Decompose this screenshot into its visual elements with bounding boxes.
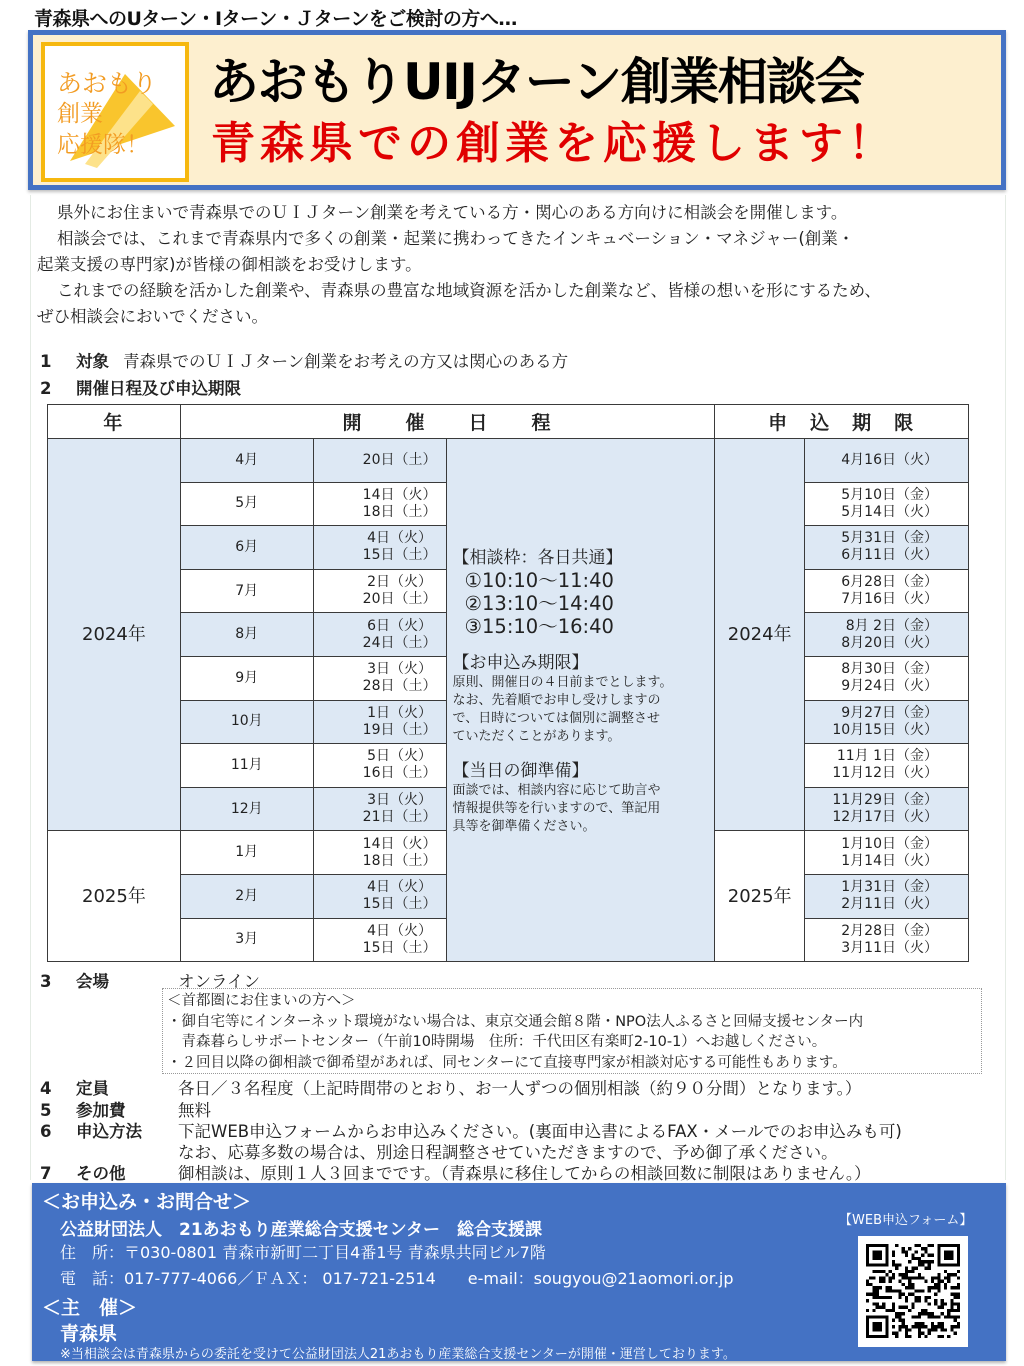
deadline-date: 11月 1日（金） <box>836 748 938 765</box>
deadline-date: 12月17日（火） <box>832 809 938 826</box>
deadline-date: 1月31日（金） <box>841 879 938 896</box>
deadline-cell <box>805 482 969 526</box>
item-number: 3 <box>40 972 52 991</box>
item-label: 開催日程及び申込期限 <box>76 379 241 398</box>
event-day: 3日（火） <box>367 792 433 809</box>
deadline-date: 1月14日（火） <box>841 852 938 869</box>
deadline-cell <box>805 569 969 613</box>
contact-org: 公益財団法人 21あおもり産業総合支援センター 総合支援課 <box>60 1220 542 1240</box>
time-slot: ①10:10～11:40 <box>464 569 614 592</box>
item-label: 対象 <box>76 352 109 371</box>
event-day: 4日（火） <box>367 530 433 547</box>
title-banner <box>28 30 1006 190</box>
page-title: あおもりUIJターン創業相談会 <box>209 53 864 111</box>
month-cell: 12月 <box>180 787 313 831</box>
time-slot: ②13:10～14:40 <box>464 592 614 615</box>
logo-line: 応援隊！ <box>57 132 149 158</box>
deadline-note-line: で、日時については個別に調整させ <box>452 711 661 726</box>
contact-phone: 電 話：017-777-4066／ＦＡＸ： 017-721-2514 e-mail：sougyou@21aomori.or.jp <box>60 1269 734 1288</box>
event-days-cell <box>313 613 446 657</box>
event-day: 4日（火） <box>367 879 433 896</box>
deadline-date: 9月24日（火） <box>841 678 938 695</box>
preparation-note-line: 情報提供等を行いますので、筆記用 <box>452 801 661 816</box>
item-label: 会場 <box>76 972 109 991</box>
table-header-row <box>48 405 969 439</box>
table-row <box>48 439 969 483</box>
web-form-qr-code[interactable] <box>858 1236 968 1347</box>
deadline-date: 6月28日（金） <box>841 574 938 591</box>
event-day: 19日（土） <box>362 721 437 738</box>
event-day: 3日（火） <box>367 661 433 678</box>
item-label: 参加費 <box>76 1101 126 1120</box>
year-cell: 2024年 <box>48 439 181 831</box>
month-cell: 7月 <box>180 569 313 613</box>
deadline-date: 9月27日（金） <box>841 704 938 721</box>
preparation-note-line: 具等を御準備ください。 <box>452 819 596 834</box>
event-day: 15日（土） <box>362 896 437 913</box>
deadline-date: 5月10日（金） <box>841 486 938 503</box>
deadline-date: 2月28日（金） <box>841 922 938 939</box>
deadline-date: 4月16日（火） <box>841 451 938 468</box>
venue-note-line: ・２回目以降の御相談で御希望があれば、同センターにて直接専門家が相談対応する可能性もあります。 <box>167 1054 847 1071</box>
deadline-year-cell: 2024年 <box>715 439 805 831</box>
deadline-cell <box>805 613 969 657</box>
item-value: 御相談は、原則１人３回までです。（青森県に移住してからの相談回数に制限はありません。） <box>178 1164 871 1183</box>
item-label: 定員 <box>76 1079 109 1098</box>
cheer-team-logo <box>41 42 189 182</box>
month-cell: 6月 <box>180 526 313 570</box>
item-value: 下記WEB申込フォームからお申込みください。(裏面申込書によるFAX・メールでのお申込みも可) <box>178 1122 902 1141</box>
item-target <box>40 348 568 372</box>
month-cell: 11月 <box>180 744 313 788</box>
deadline-date: 7月16日（火） <box>841 591 938 608</box>
item-label: 申込方法 <box>76 1122 142 1141</box>
event-day: 15日（土） <box>362 939 437 956</box>
event-days-cell <box>313 744 446 788</box>
year-cell: 2025年 <box>48 831 181 962</box>
event-day: 15日（土） <box>362 547 437 564</box>
deadline-cell <box>805 874 969 918</box>
deadline-cell <box>805 831 969 875</box>
item-schedule <box>40 375 241 399</box>
deadline-date: 10月15日（火） <box>832 721 938 738</box>
deadline-note-line: なお、先着順でお申し受けしますの <box>452 693 661 708</box>
deadline-date: 11月29日（金） <box>832 792 938 809</box>
month-cell: 4月 <box>180 439 313 483</box>
deadline-date: 8月20日（火） <box>841 634 938 651</box>
deadline-cell <box>805 439 969 483</box>
item-value: 各日／３名程度（上記時間帯のとおり、お一人ずつの個別相談（約９０分間）となります。） <box>178 1079 862 1098</box>
event-day: 21日（土） <box>362 809 437 826</box>
preparation-note-line: 面談では、相談内容に応じて助言や <box>452 783 661 798</box>
intro-line: 起業支援の専門家)が皆様の御相談をお受けします。 <box>37 255 422 274</box>
contact-footer <box>32 1183 1006 1361</box>
month-cell: 9月 <box>180 656 313 700</box>
host-name: 青森県 <box>60 1323 118 1345</box>
item-number: 1 <box>40 352 52 371</box>
deadline-date: 11月12日（火） <box>832 765 938 782</box>
deadline-cell <box>805 656 969 700</box>
intro-text <box>37 200 1007 330</box>
event-days-cell <box>313 482 446 526</box>
deadline-heading: 【お申込み期限】 <box>452 653 589 673</box>
header-schedule: 開 催 日 程 <box>180 405 714 439</box>
event-day: 4日（火） <box>367 922 433 939</box>
venue-note-line: ・御自宅等にインターネット環境がない場合は、東京交通会館８階・NPO法人ふるさと回帰支援センター内 <box>167 1013 864 1030</box>
event-days-cell <box>313 656 446 700</box>
deadline-cell <box>805 918 969 962</box>
slots-heading: 【相談枠：各日共通】 <box>452 548 623 568</box>
item-number: 7 <box>40 1164 52 1183</box>
deadline-date: 5月31日（金） <box>841 530 938 547</box>
month-cell: 2月 <box>180 874 313 918</box>
consultation-notes <box>446 439 715 962</box>
qr-label: 【WEB申込フォーム】 <box>839 1213 973 1228</box>
intro-line: ぜひ相談会においでください。 <box>37 307 268 326</box>
schedule-table <box>47 404 969 962</box>
intro-line: 相談会では、これまで青森県内で多くの創業・起業に携わってきたインキュベーション・マネジャー(創業・ <box>57 229 855 248</box>
deadline-cell <box>805 787 969 831</box>
event-day: 1日（火） <box>367 704 433 721</box>
month-cell: 10月 <box>180 700 313 744</box>
item-value: 無料 <box>178 1101 211 1120</box>
event-day: 20日（土） <box>362 591 437 608</box>
event-day: 20日（土） <box>362 451 437 468</box>
item-value: なお、応募多数の場合は、別途日程調整させていただきますので、予め御了承ください。 <box>178 1143 838 1162</box>
deadline-cell <box>805 744 969 788</box>
preparation-heading: 【当日の御準備】 <box>452 761 589 781</box>
deadline-note-line: 原則、開催日の４日前までとします。 <box>452 675 673 690</box>
event-day: 18日（土） <box>362 852 437 869</box>
deadline-year-cell: 2025年 <box>715 831 805 962</box>
deadline-date: 1月10日（金） <box>841 835 938 852</box>
event-days-cell <box>313 700 446 744</box>
month-cell: 5月 <box>180 482 313 526</box>
item-value: 青森県でのＵＩＪターン創業をお考えの方又は関心のある方 <box>123 352 569 371</box>
deadline-date: 2月11日（火） <box>841 896 938 913</box>
host-heading: ＜主 催＞ <box>42 1297 138 1319</box>
venue-note-line: ＜首都圏にお住まいの方へ＞ <box>167 993 356 1009</box>
header-deadline: 申 込 期 限 <box>715 405 969 439</box>
event-day: 6日（火） <box>367 617 433 634</box>
event-day: 14日（火） <box>362 486 437 503</box>
deadline-date: 6月11日（火） <box>841 547 938 564</box>
item-number: 5 <box>40 1101 52 1120</box>
deadline-cell <box>805 700 969 744</box>
item-other <box>40 1160 871 1184</box>
event-days-cell <box>313 831 446 875</box>
event-day: 28日（土） <box>362 678 437 695</box>
item-number: 2 <box>40 379 52 398</box>
deadline-date: 5月14日（火） <box>841 503 938 520</box>
deadline-note-line: ていただくことがあります。 <box>452 729 621 744</box>
top-tagline: 青森県へのUターン・Iターン・Ｊターンをご検討の方へ… <box>34 8 517 30</box>
intro-line: これまでの経験を活かした創業や、青森県の豊富な地域資源を活かした創業など、皆様の想いを形にするため、 <box>57 281 882 300</box>
intro-line: 県外にお住まいで青森県でのＵＩＪターン創業を考えている方・関心のある方向けに相談会を開催します。 <box>57 203 848 222</box>
deadline-date: 8月30日（金） <box>841 661 938 678</box>
event-day: 5日（火） <box>367 748 433 765</box>
event-days-cell <box>313 918 446 962</box>
deadline-date: 8月 2日（金） <box>845 617 938 634</box>
qr-code-icon <box>866 1244 960 1338</box>
month-cell: 1月 <box>180 831 313 875</box>
time-slot: ③15:10～16:40 <box>464 615 614 638</box>
header-year: 年 <box>48 405 181 439</box>
contact-heading: ＜お申込み・お問合せ＞ <box>42 1191 252 1213</box>
event-days-cell <box>313 526 446 570</box>
event-day: 2日（火） <box>367 574 433 591</box>
item-label: その他 <box>76 1164 126 1183</box>
month-cell: 3月 <box>180 918 313 962</box>
logo-line: あおもり <box>57 69 158 98</box>
event-days-cell <box>313 874 446 918</box>
event-day: 18日（土） <box>362 503 437 520</box>
venue-note-box <box>162 988 982 1074</box>
footer-note: ※当相談会は青森県からの委託を受けて公益財団法人21あおもり産業総合支援センターが開催・運営しております。 <box>60 1347 736 1362</box>
event-days-cell <box>313 787 446 831</box>
item-value: オンライン <box>178 972 261 991</box>
deadline-cell <box>805 526 969 570</box>
event-days-cell <box>313 569 446 613</box>
event-day: 14日（火） <box>362 835 437 852</box>
deadline-date: 3月11日（火） <box>841 939 938 956</box>
logo-line: 創業 <box>57 101 103 127</box>
venue-note-line: 青森暮らしサポートセンター（午前10時開場 住所：千代田区有楽町2-10-1）へお越しください。 <box>167 1034 827 1050</box>
contact-address: 住 所：〒030-0801 青森市新町二丁目4番1号 青森県共同ビル7階 <box>60 1243 546 1262</box>
event-day: 24日（土） <box>362 634 437 651</box>
item-number: 6 <box>40 1122 52 1141</box>
page-subtitle: 青森県での創業を応援します！ <box>211 118 897 169</box>
item-capacity <box>40 1075 861 1099</box>
item-number: 4 <box>40 1079 52 1098</box>
event-days-cell <box>313 439 446 483</box>
month-cell: 8月 <box>180 613 313 657</box>
event-day: 16日（土） <box>362 765 437 782</box>
